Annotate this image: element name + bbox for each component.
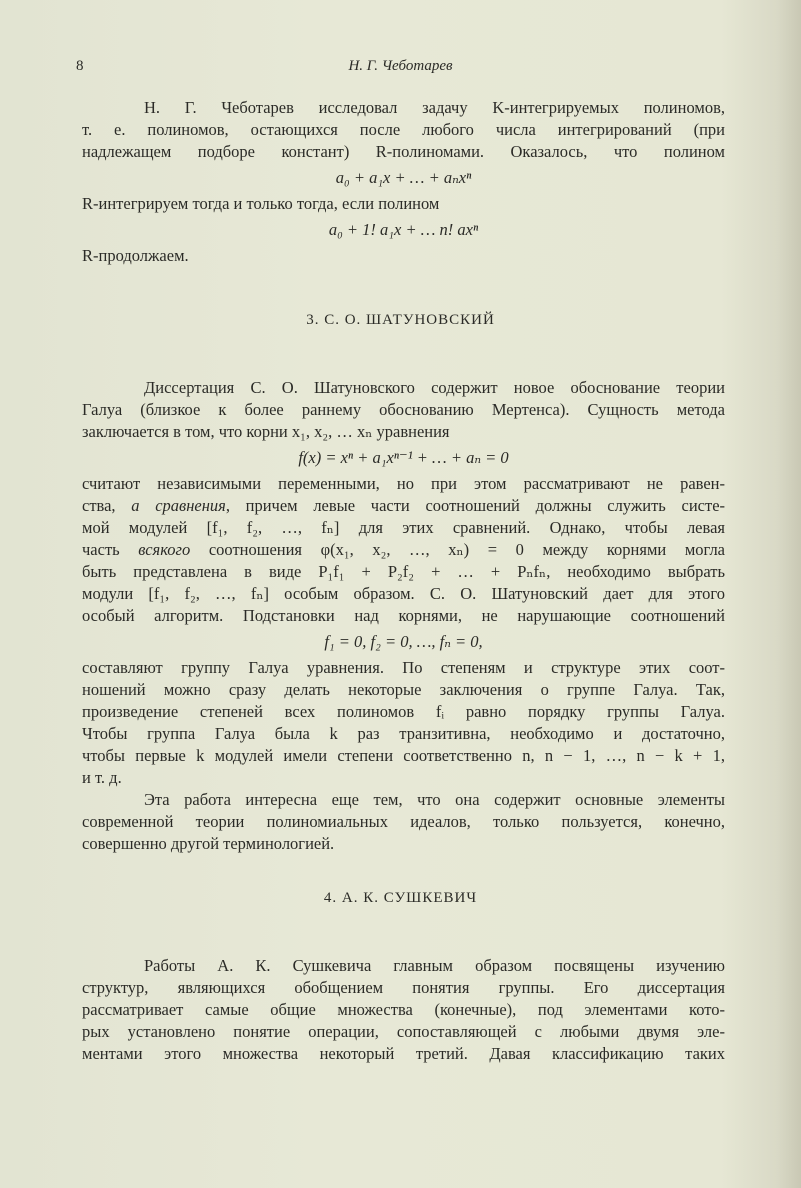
text-line: ношений можно сразу делать некоторые заключения о группе Галуа. Так, [82,680,725,699]
formula: a₀ + a₁x + … + aₙxⁿ [335,168,472,187]
text-line: надлежащем подборе констант) R-полиномами. Оказалось, что полином [82,142,725,161]
emphasized-text: всякого [138,540,191,559]
text-line [82,539,725,561]
text-segment: соотношения φ(x₁, x₂, …, xₙ) = 0 между корнями могла [190,540,725,559]
text-line: быть представлена в виде P₁f₁ + P₂f₂ + … + Pₙfₙ, необходимо выбрать [82,562,725,581]
paragraph-shatunovsky [82,377,725,855]
page-number: 8 [76,58,84,74]
text-line: рых установлено понятие операции, сопоставляющей с любыми двумя эле- [82,1022,725,1041]
text-segment: ства, [82,496,132,515]
text-line: R-продолжаем. [82,246,189,265]
text-line: Н. Г. Чеботарев исследовал задачу K-интегрируемых полиномов, [144,98,725,117]
text-line: заключается в том, что корни x₁, x₂, … xₙ уравнения [82,422,450,441]
text-line: т. е. полиномов, остающихся после любого числа интегрирований (при [82,120,725,139]
section-heading-shatunovsky: 3. С. О. ШАТУНОВСКИЙ [306,312,495,328]
text-line: ментами этого множества некоторый третий. Давая классификацию таких [82,1044,725,1063]
formula: a₀ + 1! a₁x + … n! axⁿ [328,220,479,239]
running-title: Н. Г. Чеботарев [348,58,453,74]
paragraph-sushkevich [82,955,725,1065]
paragraph-chebotarev [82,97,725,267]
text-line: и т. д. [82,768,122,787]
text-line: Диссертация С. О. Шатуновского содержит новое обоснование теории [144,378,725,397]
text-line: чтобы первые k модулей имели степени соответственно n, n − 1, …, n − k + 1, [82,746,725,765]
running-header [0,58,801,80]
text-line: Чтобы группа Галуа была k раз транзитивна, необходимо и достаточно, [82,724,725,743]
text-line: рассматривает самые общие множества (конечные), под элементами кото- [82,1000,725,1019]
text-line: современной теории полиномиальных идеалов, только пользуется, конечно, [82,812,725,831]
text-line: составляют группу Галуа уравнения. По степеням и структуре этих соот- [82,658,725,677]
text-line: R-интегрируем тогда и только тогда, если полином [82,194,440,213]
text-line: считают независимыми переменными, но при этом рассматривают не равен- [82,474,725,493]
text-line: Галуа (близкое к более раннему обоснованию Мертенса). Сущность метода [82,400,725,419]
text-line: мой модулей [f₁, f₂, …, fₙ] для этих сравнений. Однако, чтобы левая [82,518,725,537]
text-line: произведение степеней всех полиномов fᵢ равно порядку группы Галуа. [82,702,725,721]
formula: f₁ = 0, f₂ = 0, …, fₙ = 0, [324,632,483,651]
text-line: Работы А. К. Сушкевича главным образом посвящены изучению [144,956,725,975]
text-segment: часть [82,540,139,559]
text-line: Эта работа интересна еще тем, что она содержит основные элементы [144,790,725,809]
text-line: совершенно другой терминологией. [82,834,335,853]
text-segment: , причем левые части соотношений должны служить систе- [225,496,726,515]
formula: f(x) = xⁿ + a₁xⁿ⁻¹ + … + aₙ = 0 [298,448,509,467]
text-line: особый алгоритм. Подстановки над корнями, не нарушающие соотношений [82,606,725,625]
emphasized-text: а сравнения [131,496,226,515]
text-line [82,495,725,517]
section-heading-sushkevich: 4. А. К. СУШКЕВИЧ [323,890,478,906]
text-line: модули [f₁, f₂, …, fₙ] особым образом. С. О. Шатуновский дает для этого [82,584,725,603]
text-line: структур, являющихся обобщением понятия группы. Его диссертация [82,978,725,997]
